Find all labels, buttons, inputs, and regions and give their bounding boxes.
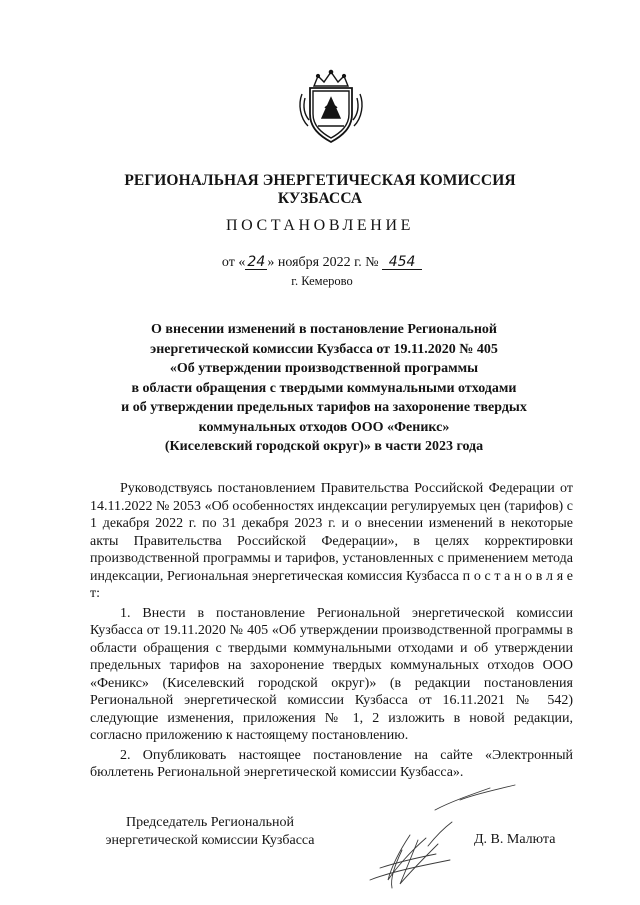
title-line: О внесении изменений в постановление Региональной	[151, 322, 497, 337]
title-line: энергетической комиссии Кузбасса от 19.11.2020 № 405	[150, 341, 498, 357]
title-line: и об утверждении предельных тарифов на захоронение твердых	[121, 400, 527, 415]
date-prefix: от «	[221, 255, 246, 270]
title-line: в области обращения с твердыми коммунальными отходами	[131, 380, 517, 396]
signatory-title-line-1: Председатель Региональной	[125, 815, 295, 830]
document-title	[88, 320, 560, 457]
coat-of-arms-emblem	[292, 68, 370, 146]
date-middle: » ноября 2022 г. №	[267, 255, 379, 270]
signatory-title	[90, 814, 330, 850]
handwritten-doc-number: 454	[382, 255, 422, 270]
title-line: «Об утверждении производственной программы	[169, 361, 479, 376]
document-body	[90, 480, 573, 782]
title-line: коммунальных отходов ООО «Феникс»	[198, 419, 450, 435]
signatory-title-line-2: энергетической комиссии Кузбасса	[105, 833, 315, 848]
handwritten-day: 24	[245, 255, 267, 270]
item-1-paragraph: 1. Внести в постановление Региональной энергетической комиссии Кузбасса от 19.11.2020 № 405 «Об утверждении производственной программы в области обращения с твердыми коммунальными отходами и об утверждении предельных тарифов на захоронение твердых коммунальных отходов ООО «Феникс» (Киселевский городской округ)» (в редакции постановления Региональной энергетической комиссии Кузбасса от 16.11.2021 № 542) следующие изменения, приложения № 1, 2 изложить в новой редакции, согласно приложению к настоящему постановлению.	[90, 605, 573, 743]
title-line: (Киселевский городской округ)» в части 2023 года	[164, 439, 484, 454]
preamble-paragraph: Руководствуясь постановлением Правительства Российской Федерации от 14.11.2022 № 2053 «Об особенностях индексации регулируемых цен (тарифов) с 1 декабря 2022 г. по 31 декабря 2023 г. и о внесении изменений в некоторые акты Правительства Российской Федерации», в целях корректировки производственной программы и тарифов, установленных с применением метода индексации, Региональная энергетическая комиссия Кузбасса п о с т а н о в л я е т:	[90, 481, 573, 601]
document-type: ПОСТАНОВЛЕНИЕ	[226, 217, 414, 234]
date-number-line	[200, 255, 444, 271]
organization-line-2: КУЗБАССА	[277, 190, 363, 207]
signatory-name: Д. В. Малюта	[474, 832, 556, 847]
city: г. Кемерово	[291, 274, 353, 288]
organization-name	[100, 172, 540, 208]
organization-line-1: РЕГИОНАЛЬНАЯ ЭНЕРГЕТИЧЕСКАЯ КОМИССИЯ	[124, 172, 516, 189]
item-2-paragraph: 2. Опубликовать настоящее постановление на сайте «Электронный бюллетень Региональной энергетической комиссии Кузбасса».	[90, 747, 573, 780]
